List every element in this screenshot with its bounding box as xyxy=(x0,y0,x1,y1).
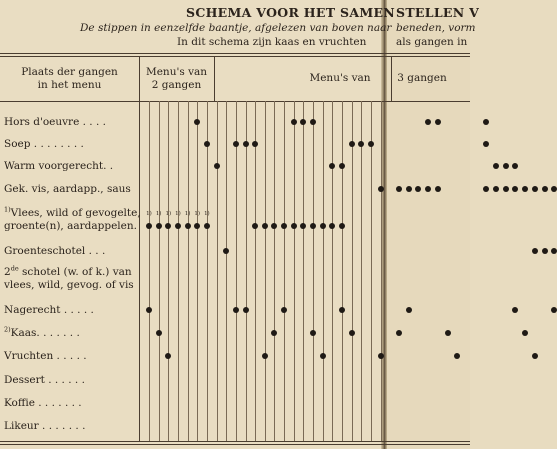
course-label-line: Soep . . . . . . . . xyxy=(4,138,84,150)
menu-dot xyxy=(310,119,316,125)
menu-dot xyxy=(310,330,316,336)
label-column-rule xyxy=(139,56,140,441)
menu-column-line xyxy=(342,101,343,441)
menu-dot xyxy=(551,186,557,192)
menu-dot xyxy=(146,307,152,313)
menu-dot xyxy=(406,186,412,192)
table-top-rule-2 xyxy=(0,56,470,57)
footnote-marker: 1) xyxy=(184,211,191,217)
menu-dot xyxy=(483,119,489,125)
course-label xyxy=(4,160,113,173)
menu-dot xyxy=(396,186,402,192)
right-page-title: STELLEN V xyxy=(396,5,480,20)
menu-column-line xyxy=(284,101,285,441)
footnote-marker: 2) xyxy=(4,325,11,334)
menu-dot xyxy=(512,186,518,192)
course-label-line: Vruchten . . . . . xyxy=(4,350,87,362)
menu-column-line xyxy=(226,101,227,441)
course-label-line: Nagerecht . . . . . xyxy=(4,304,94,316)
menu-dot xyxy=(156,223,162,229)
menu-dot xyxy=(291,119,297,125)
menu-column-line xyxy=(294,101,295,441)
menu-column-line xyxy=(188,101,189,441)
menu-dot xyxy=(435,186,441,192)
ordinal-suffix: de xyxy=(10,264,19,273)
menu-dot xyxy=(532,353,538,359)
menu-dot xyxy=(512,163,518,169)
course-label xyxy=(4,266,134,292)
course-label xyxy=(4,374,85,387)
menu-column-line xyxy=(332,101,333,441)
menu-column-line xyxy=(236,101,237,441)
course-label xyxy=(4,245,105,258)
ordinal-prefix: 2 xyxy=(4,266,11,278)
menu-dot xyxy=(551,307,557,313)
menu-dot xyxy=(146,223,152,229)
menu-column-line xyxy=(371,101,372,441)
menu-dot xyxy=(378,186,384,192)
menu-dot xyxy=(378,353,384,359)
course-label xyxy=(4,116,106,129)
footnote-marker: 1) xyxy=(155,211,162,217)
course-label-line: $^{1)}$Vlees, wild of gevogelte, xyxy=(4,205,141,219)
table-bottom-rule-2 xyxy=(0,444,470,445)
course-label-line: Likeur . . . . . . . xyxy=(4,420,86,432)
menu-dot xyxy=(522,330,528,336)
course-label-line: Hors d'oeuvre . . . . xyxy=(4,116,106,128)
course-label-line: Gek. vis, aardapp., saus xyxy=(4,183,131,195)
menu-dot xyxy=(204,141,210,147)
menu-dot xyxy=(445,330,451,336)
menu-column-line xyxy=(265,101,266,441)
course-label xyxy=(4,138,84,151)
menu-dot xyxy=(483,186,489,192)
menu-dot xyxy=(532,248,538,254)
menu-dot xyxy=(349,330,355,336)
menu-dot xyxy=(483,141,489,147)
menu-dot xyxy=(243,141,249,147)
course-label-line: 2de schotel (w. of k.) van xyxy=(4,264,132,278)
course-label xyxy=(4,420,85,433)
menu-column-line xyxy=(255,101,256,441)
menu-dot xyxy=(349,141,355,147)
intro-line-2: In dit schema zijn kaas en vruchten xyxy=(177,36,367,48)
menu-column-line xyxy=(159,101,160,441)
menu-dot xyxy=(310,223,316,229)
course-label-line: Groenteschotel . . . xyxy=(4,245,106,257)
menus-van-header: Menu's van xyxy=(309,72,371,84)
courses-header xyxy=(0,66,139,92)
footnote-marker: 1) xyxy=(204,211,210,217)
menu-column-line xyxy=(197,101,198,441)
courses-header-line-2: in het menu xyxy=(37,79,102,91)
menu-dot xyxy=(503,186,509,192)
menus3-header: 3 gangen xyxy=(397,72,447,84)
menu-dot xyxy=(339,163,345,169)
menu-dot xyxy=(435,119,441,125)
menus2-header xyxy=(139,66,214,92)
right-page xyxy=(386,0,470,449)
menu-dot xyxy=(532,186,538,192)
table-bottom-rule xyxy=(0,441,470,442)
menus2-header-rule xyxy=(214,56,215,101)
menu-dot xyxy=(214,163,220,169)
menu-dot xyxy=(503,163,509,169)
menu-column-line xyxy=(217,101,218,441)
footnote-marker: 1) xyxy=(175,211,181,217)
menu-dot xyxy=(233,307,239,313)
menu-dot xyxy=(406,307,412,313)
menu-dot xyxy=(262,353,268,359)
menu-dot xyxy=(551,248,557,254)
menu-dot xyxy=(542,248,548,254)
menu-dot xyxy=(262,223,268,229)
course-label xyxy=(4,183,131,196)
footnote-marker: 1) xyxy=(146,211,152,217)
menu-dot xyxy=(185,223,191,229)
menu-column-line xyxy=(178,101,179,441)
menu-column-line xyxy=(168,101,169,441)
menu-dot xyxy=(522,186,528,192)
menu-dot xyxy=(542,186,548,192)
footnote-marker: 1) xyxy=(4,205,11,214)
course-label-line: groente(n), aardappelen. xyxy=(4,220,137,232)
menu-dot xyxy=(204,223,210,229)
intro-line-1: De stippen in eenzelfde baantje, afgelezen van boven naar xyxy=(80,22,392,34)
course-label xyxy=(4,327,80,340)
courses-header-line-1: Plaats der gangen xyxy=(21,66,118,78)
menu-dot xyxy=(291,223,297,229)
footnote-marker: 1) xyxy=(194,211,201,217)
book-gutter xyxy=(381,0,387,449)
menu-column-line xyxy=(149,101,150,441)
menu-column-line xyxy=(313,101,314,441)
course-label xyxy=(4,350,87,363)
course-label-line: $^{2)}$Kaas. . . . . . . xyxy=(4,325,80,339)
menu-dot xyxy=(243,307,249,313)
menu-dot xyxy=(175,223,181,229)
course-label xyxy=(4,207,141,233)
menu-column-line xyxy=(246,101,247,441)
course-label xyxy=(4,397,82,410)
menu-column-line xyxy=(361,101,362,441)
course-label-line: Warm voorgerecht. . xyxy=(4,160,114,172)
menu-dot xyxy=(339,223,345,229)
course-label-line: Koffie . . . . . . . xyxy=(4,397,82,409)
right-intro-line-2: als gangen in xyxy=(396,36,468,48)
menu-dot xyxy=(339,307,345,313)
right-intro-line-1: beneden, vorm xyxy=(396,22,476,34)
footnote-marker: 1) xyxy=(165,211,172,217)
menu-dot xyxy=(233,141,239,147)
menu-dot xyxy=(493,163,499,169)
menu-dot xyxy=(493,186,499,192)
menu-dot xyxy=(396,330,402,336)
menu-dot xyxy=(320,353,326,359)
menu-column-line xyxy=(381,101,382,441)
menu-column-line xyxy=(274,101,275,441)
course-label-line: Dessert . . . . . . xyxy=(4,374,85,386)
table-top-rule xyxy=(0,53,470,54)
menu-dot xyxy=(512,307,518,313)
menu-column-line xyxy=(207,101,208,441)
page-title: SCHEMA VOOR HET SAMEN xyxy=(186,5,396,20)
menu-column-line xyxy=(303,101,304,441)
menu-dot xyxy=(156,330,162,336)
menus2-header-line-1: Menu's van xyxy=(145,66,208,78)
menu-dot xyxy=(368,141,374,147)
menus2-header-line-2: 2 gangen xyxy=(151,79,202,91)
course-label-line: vlees, wild, gevog. of vis xyxy=(4,279,134,291)
menu-column-line xyxy=(323,101,324,441)
menu-dot xyxy=(320,223,326,229)
course-label xyxy=(4,304,94,317)
menu-column-line xyxy=(352,101,353,441)
